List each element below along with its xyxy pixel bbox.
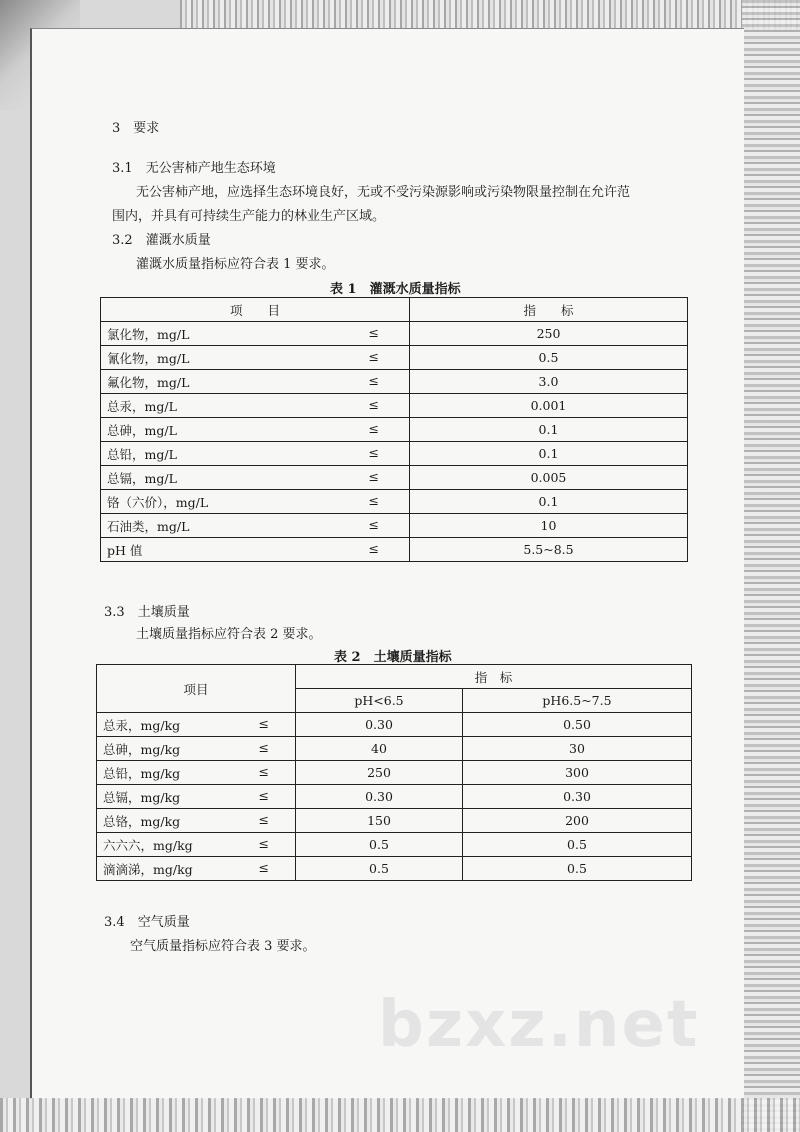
scan-noise-top [180,0,800,30]
row-value: 250 [410,322,688,346]
section-3-4-heading [104,914,190,932]
section-3-1-heading [112,160,276,178]
row-value-ph-mid: 0.5 [463,857,692,881]
row-value: 0.5 [410,346,688,370]
section-number: 3.2 [112,233,133,248]
row-value-ph-mid: 30 [463,737,692,761]
row-item: 总铅，mg/kg [103,765,181,781]
row-value-ph-low: 150 [296,809,463,833]
table-row [101,394,688,418]
le-symbol: ≤ [368,493,379,508]
row-item: 氟化物，mg/L [107,374,190,390]
row-item: pH 值 [107,542,143,558]
section-3-1-line1: 无公害柿产地，应选择生态环境良好，无或不受污染源影响或污染物限量控制在允许范 [136,185,631,200]
table-row [97,785,692,809]
header-value: 指 标 [296,665,692,689]
row-value-ph-mid: 300 [463,761,692,785]
section-title: 要求 [133,121,160,136]
table-row [101,346,688,370]
soil-quality-table [96,664,692,881]
table-row [97,809,692,833]
table-header-row [101,298,688,322]
le-symbol: ≤ [258,764,269,779]
row-value: 10 [410,514,688,538]
row-item: 六六六，mg/kg [103,837,193,853]
row-item: 氰化物，mg/L [107,350,190,366]
section-number: 3.3 [104,605,125,620]
table-row [97,833,692,857]
section-title: 空气质量 [137,915,190,930]
row-value-ph-low: 0.30 [296,785,463,809]
header-value: 指 标 [410,298,688,322]
row-value: 3.0 [410,370,688,394]
row-value-ph-mid: 0.50 [463,713,692,737]
section-number: 3.1 [112,161,133,176]
row-item: 石油类，mg/L [107,518,190,534]
section-title: 灌溉水质量 [145,233,211,248]
table-row [97,737,692,761]
header-ph-low: pH<6.5 [296,689,463,713]
le-symbol: ≤ [368,397,379,412]
section-3-3-text: 土壤质量指标应符合表 2 要求。 [136,627,322,642]
row-value-ph-mid: 0.5 [463,833,692,857]
section-number: 3 [112,121,121,136]
le-symbol: ≤ [258,836,269,851]
table-row [101,514,688,538]
le-symbol: ≤ [368,421,379,436]
le-symbol: ≤ [368,469,379,484]
row-item: 总镉，mg/kg [103,789,181,805]
row-value: 0.1 [410,490,688,514]
le-symbol: ≤ [258,788,269,803]
table-row [101,490,688,514]
section-number: 3.4 [104,915,125,930]
section-3-3-heading [104,604,190,622]
section-3-2-text: 灌溉水质量指标应符合表 1 要求。 [136,257,335,272]
row-item: 总铅，mg/L [107,446,177,462]
table-row [97,761,692,785]
table-row [101,466,688,490]
section-title: 无公害柿产地生态环境 [145,161,276,176]
row-value-ph-mid: 200 [463,809,692,833]
table-row [97,713,692,737]
row-item: 总镉，mg/L [107,470,177,486]
table1-caption: 表 1 灌溉水质量指标 [330,282,461,297]
le-symbol: ≤ [258,860,269,875]
section-3-1-line2: 围内，并具有可持续生产能力的林业生产区域。 [112,209,386,224]
row-value-ph-low: 0.30 [296,713,463,737]
table-row [101,370,688,394]
row-value: 5.5~8.5 [410,538,688,562]
le-symbol: ≤ [258,812,269,827]
le-symbol: ≤ [368,541,379,556]
le-symbol: ≤ [368,349,379,364]
row-item: 总汞，mg/kg [103,717,181,733]
section-3-heading [112,120,159,138]
section-3-2-heading [112,232,211,250]
scan-noise-bottom [0,1098,800,1132]
row-value: 0.1 [410,442,688,466]
le-symbol: ≤ [368,445,379,460]
row-value-ph-low: 40 [296,737,463,761]
watermark-text: bzxz.net [378,988,700,1062]
row-value-ph-low: 0.5 [296,857,463,881]
row-value-ph-low: 0.5 [296,833,463,857]
le-symbol: ≤ [258,740,269,755]
table-row [97,857,692,881]
row-value: 0.005 [410,466,688,490]
row-value-ph-low: 250 [296,761,463,785]
scan-noise-right [742,0,800,1132]
table-row [101,538,688,562]
le-symbol: ≤ [258,716,269,731]
header-ph-mid: pH6.5~7.5 [463,689,692,713]
le-symbol: ≤ [368,517,379,532]
row-item: 总砷，mg/L [107,422,177,438]
table-row [101,418,688,442]
row-item: 铬（六价），mg/L [107,494,209,510]
row-value-ph-mid: 0.30 [463,785,692,809]
table-row [101,322,688,346]
row-item: 滴滴涕，mg/kg [103,861,193,877]
row-item: 总砷，mg/kg [103,741,181,757]
row-value: 0.1 [410,418,688,442]
table-row [101,442,688,466]
section-3-4-text: 空气质量指标应符合表 3 要求。 [130,939,316,954]
row-value: 0.001 [410,394,688,418]
irrigation-water-table [100,297,688,562]
row-item: 氯化物，mg/L [107,326,190,342]
header-item: 项 目 [101,298,410,322]
header-item: 项目 [97,665,296,713]
le-symbol: ≤ [368,325,379,340]
section-title: 土壤质量 [137,605,190,620]
table-header-row [97,665,692,689]
row-item: 总汞，mg/L [107,398,177,414]
le-symbol: ≤ [368,373,379,388]
table2-caption: 表 2 土壤质量指标 [334,650,452,665]
row-item: 总铬，mg/kg [103,813,181,829]
